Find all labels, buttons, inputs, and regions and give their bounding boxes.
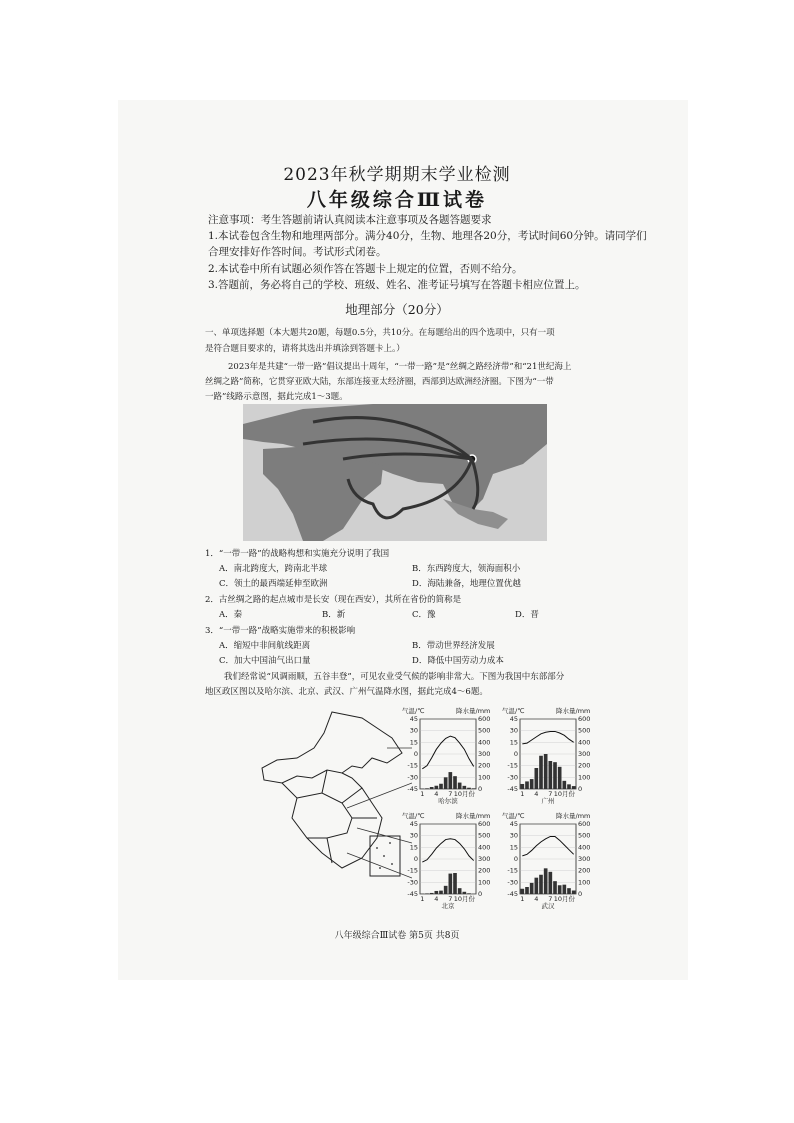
question-3-option-d[interactable]: D．降低中国劳动力成本 xyxy=(412,656,504,666)
y-left-tick-label: -45 xyxy=(407,785,418,793)
y-right-tick-label: 500 xyxy=(578,726,591,735)
precip-bar xyxy=(521,889,525,894)
y-left-tick-label: 30 xyxy=(409,831,418,840)
central-provinces-outline xyxy=(297,793,352,838)
question-1-option-a[interactable]: A．南北跨度大，跨南北半球 xyxy=(219,564,328,574)
precip-bar xyxy=(525,887,529,894)
precip-bar xyxy=(525,781,529,789)
precip-bar xyxy=(467,788,471,789)
x-tick-label: 1 xyxy=(420,790,425,798)
precip-bar xyxy=(535,878,539,894)
question-2-stem: 2．古丝绸之路的起点城市是长安（现在西安），其所在省份的简称是 xyxy=(205,595,462,605)
precip-bar xyxy=(567,784,571,789)
question-2-option-a[interactable]: A．秦 xyxy=(219,610,243,620)
precip-axis-label: 降水量/mm xyxy=(556,707,591,715)
y-left-tick-label: -15 xyxy=(407,866,418,875)
notice-heading: 注意事项：考生答题前请认真阅读本注意事项及各题答题要求 xyxy=(208,214,492,226)
question-1-stem: 1．“一带一路”的战略构想和实施充分说明了我国 xyxy=(205,549,390,559)
y-left-tick-label: 0 xyxy=(413,750,418,758)
precip-bar xyxy=(467,893,471,894)
y-right-tick-label: 300 xyxy=(578,750,591,758)
precip-axis-label: 降水量/mm xyxy=(456,707,491,715)
precip-bar xyxy=(558,767,562,789)
question-3-stem: 3．“一带一路”战略实施带来的积极影响 xyxy=(205,626,356,636)
precip-bar xyxy=(430,893,434,894)
temp-axis-label: 气温/℃ xyxy=(402,707,425,715)
precip-bar xyxy=(439,891,443,894)
y-left-tick-label: 45 xyxy=(409,715,418,723)
temperature-line xyxy=(522,836,573,855)
y-left-tick-label: 30 xyxy=(509,726,518,735)
city-name: 武汉 xyxy=(541,902,555,910)
y-right-tick-label: 200 xyxy=(578,761,591,770)
x-tick-label: 10月份 xyxy=(453,895,475,903)
precip-bar xyxy=(530,779,534,789)
precip-bar xyxy=(539,756,543,789)
precip-bar xyxy=(572,891,576,895)
y-left-tick-label: 45 xyxy=(409,820,418,828)
precip-bar xyxy=(430,787,434,789)
precip-bar xyxy=(435,786,439,789)
precip-bar xyxy=(563,781,567,789)
question-3-option-a[interactable]: A．缩短中非间航线距离 xyxy=(219,641,311,651)
temperature-line xyxy=(522,731,573,743)
page-footer: 八年级综合Ⅲ试卷 第5页 共8页 xyxy=(334,931,460,941)
y-left-tick-label: -45 xyxy=(507,785,518,793)
y-right-tick-label: 300 xyxy=(478,750,491,758)
precip-bar xyxy=(544,754,548,789)
y-left-tick-label: -45 xyxy=(507,890,518,898)
question-1-option-d[interactable]: D．海陆兼备，地理位置优越 xyxy=(412,579,521,589)
y-left-tick-label: -15 xyxy=(507,761,518,770)
notice-line-1b: 合理安排好作答时间。考试形式闭卷。 xyxy=(208,246,387,258)
precip-bar xyxy=(535,768,539,789)
notice-line-3: 3.答题前，务必将自己的学校、班级、姓名、准考证号填写在答题卡相应位置上。 xyxy=(208,279,586,291)
x-tick-label: 4 xyxy=(434,790,439,798)
city-name: 广州 xyxy=(541,797,555,805)
question-2-option-c[interactable]: C．豫 xyxy=(412,610,436,620)
climate-chart-harbin xyxy=(398,705,498,805)
x-tick-label: 10月份 xyxy=(453,790,475,798)
question-1-option-b[interactable]: B．东西跨度大，领海面积小 xyxy=(412,564,521,574)
y-left-tick-label: -30 xyxy=(507,773,518,782)
x-tick-label: 4 xyxy=(434,895,439,903)
question-3-option-b[interactable]: B．带动世界经济发展 xyxy=(412,641,495,651)
y-left-tick-label: 15 xyxy=(409,843,418,852)
precip-bar xyxy=(553,881,557,894)
precip-bar xyxy=(567,888,571,894)
precip-bar xyxy=(425,893,429,894)
x-tick-label: 1 xyxy=(420,895,425,903)
x-tick-label: 4 xyxy=(534,895,539,903)
y-right-tick-label: 0 xyxy=(578,890,583,898)
y-right-tick-label: 0 xyxy=(478,890,483,898)
precip-bar xyxy=(439,784,443,789)
y-right-tick-label: 600 xyxy=(478,820,491,828)
china-provinces-map xyxy=(252,708,412,884)
precip-bar xyxy=(449,772,453,789)
precip-bar xyxy=(549,872,553,894)
y-left-tick-label: -30 xyxy=(407,878,418,887)
precip-bar xyxy=(572,786,576,789)
precip-bar xyxy=(444,886,448,894)
y-left-tick-label: -15 xyxy=(507,866,518,875)
y-right-tick-label: 0 xyxy=(578,785,583,793)
y-right-tick-label: 200 xyxy=(478,761,491,770)
section-title: 地理部分（20分） xyxy=(345,302,449,317)
precip-bar xyxy=(458,888,462,894)
y-left-tick-label: 0 xyxy=(513,750,518,758)
notice-line-2: 2.本试卷中所有试题必须作答在答题卡上规定的位置，否则不给分。 xyxy=(208,263,523,275)
y-left-tick-label: 0 xyxy=(413,855,418,863)
precip-bar xyxy=(558,885,562,894)
y-right-tick-label: 400 xyxy=(478,738,491,747)
precip-bar xyxy=(458,783,462,789)
belt-road-map xyxy=(243,404,547,541)
y-right-tick-label: 500 xyxy=(478,831,491,840)
y-right-tick-label: 300 xyxy=(578,855,591,863)
city-name: 北京 xyxy=(441,902,455,910)
climate-intro-1: 我们经常说“风调雨顺，五谷丰登”，可见农业受气候的影响非常大。下图为我国中东部部分 xyxy=(224,672,565,682)
notice-line-1: 1.本试卷包含生物和地理两部分。满分40分，生物、地理各20分，考试时间60分钟。请同学们 xyxy=(208,230,647,242)
y-right-tick-label: 200 xyxy=(578,866,591,875)
y-right-tick-label: 400 xyxy=(478,843,491,852)
climate-chart-beijing xyxy=(398,810,498,910)
x-tick-label: 4 xyxy=(534,790,539,798)
precip-bar xyxy=(549,761,553,789)
y-right-tick-label: 300 xyxy=(478,855,491,863)
temp-axis-label: 气温/℃ xyxy=(502,812,525,820)
y-right-tick-label: 200 xyxy=(478,866,491,875)
precip-bar xyxy=(435,891,439,894)
precip-axis-label: 降水量/mm xyxy=(556,812,591,820)
y-right-tick-label: 500 xyxy=(478,726,491,735)
intro-line-1: 2023年是共建“一带一路”倡议提出十周年，“一带一路”是“丝绸之路经济带”和“21世纪海上 xyxy=(228,362,572,372)
y-left-tick-label: -15 xyxy=(407,761,418,770)
precip-bar xyxy=(444,777,448,789)
y-right-tick-label: 400 xyxy=(578,738,591,747)
x-tick-label: 7 xyxy=(548,895,553,903)
precip-bar xyxy=(521,784,525,789)
x-tick-label: 7 xyxy=(548,790,553,798)
y-left-tick-label: 15 xyxy=(509,843,518,852)
y-left-tick-label: 30 xyxy=(409,726,418,735)
northern-provinces-outline xyxy=(262,712,402,783)
question-2-option-b[interactable]: B．新 xyxy=(322,610,346,620)
y-left-tick-label: 15 xyxy=(409,738,418,747)
y-left-tick-label: 45 xyxy=(509,715,518,723)
y-right-tick-label: 600 xyxy=(478,715,491,723)
precip-bar xyxy=(449,874,453,894)
precip-bar xyxy=(425,788,429,789)
precip-bar xyxy=(472,788,476,789)
climate-intro-2: 地区政区图以及哈尔滨、北京、武汉、广州气温降水图，据此完成4～6题。 xyxy=(205,687,488,697)
y-right-tick-label: 0 xyxy=(478,785,483,793)
southern-provinces-outline xyxy=(282,773,382,868)
temperature-line xyxy=(422,736,473,769)
intro-line-3: 一路”线路示意图，据此完成1～3题。 xyxy=(205,392,348,402)
x-tick-label: 10月份 xyxy=(553,895,575,903)
exam-title: 2023年秋学期期末学业检测 xyxy=(283,165,511,185)
section-instructions-2: 是符合题目要求的，请将其选出并填涂到答题卡上。） xyxy=(205,344,405,354)
precip-bar xyxy=(539,875,543,894)
y-left-tick-label: -45 xyxy=(407,890,418,898)
precip-axis-label: 降水量/mm xyxy=(456,812,491,820)
x-tick-label: 1 xyxy=(520,895,525,903)
y-left-tick-label: 45 xyxy=(509,820,518,828)
y-right-tick-label: 500 xyxy=(578,831,591,840)
x-tick-label: 7 xyxy=(448,790,453,798)
precip-bar xyxy=(453,776,457,789)
precip-bar xyxy=(463,786,467,789)
y-right-tick-label: 100 xyxy=(578,773,591,782)
city-name: 哈尔滨 xyxy=(438,797,458,805)
exam-subtitle: 八年级综合Ⅲ试卷 xyxy=(306,189,488,211)
y-right-tick-label: 600 xyxy=(578,715,591,723)
y-right-tick-label: 100 xyxy=(478,878,491,887)
temp-axis-label: 气温/℃ xyxy=(402,812,425,820)
section-instructions-1: 一、单项选择题（本大题共20题，每题0.5分，共10分。在每题给出的四个选项中，只有一项 xyxy=(205,328,555,338)
precip-bar xyxy=(553,762,557,789)
climate-chart-guangzhou xyxy=(498,705,598,805)
question-3-option-c[interactable]: C．加大中国油气出口量 xyxy=(219,656,311,666)
question-1-option-c[interactable]: C．领土的最西端延伸至欧洲 xyxy=(219,579,328,589)
x-tick-label: 7 xyxy=(448,895,453,903)
y-left-tick-label: 0 xyxy=(513,855,518,863)
precip-bar xyxy=(453,873,457,894)
precip-bar xyxy=(563,885,567,894)
precip-bar xyxy=(544,868,548,894)
y-right-tick-label: 100 xyxy=(478,773,491,782)
y-left-tick-label: 30 xyxy=(509,831,518,840)
precip-bar xyxy=(463,892,467,894)
temp-axis-label: 气温/℃ xyxy=(502,707,525,715)
y-left-tick-label: -30 xyxy=(507,878,518,887)
y-left-tick-label: 15 xyxy=(509,738,518,747)
y-right-tick-label: 100 xyxy=(578,878,591,887)
y-left-tick-label: -30 xyxy=(407,773,418,782)
y-right-tick-label: 600 xyxy=(578,820,591,828)
precip-bar xyxy=(530,883,534,894)
x-tick-label: 1 xyxy=(520,790,525,798)
climate-chart-wuhan xyxy=(498,810,598,910)
temperature-line xyxy=(422,839,473,862)
y-right-tick-label: 400 xyxy=(578,843,591,852)
question-2-option-d[interactable]: D．晋 xyxy=(515,610,539,620)
intro-line-2: 丝绸之路”简称，它贯穿亚欧大陆，东部连接亚太经济圈，西部到达欧洲经济圈。下图为“一带 xyxy=(205,377,554,387)
x-tick-label: 10月份 xyxy=(553,790,575,798)
